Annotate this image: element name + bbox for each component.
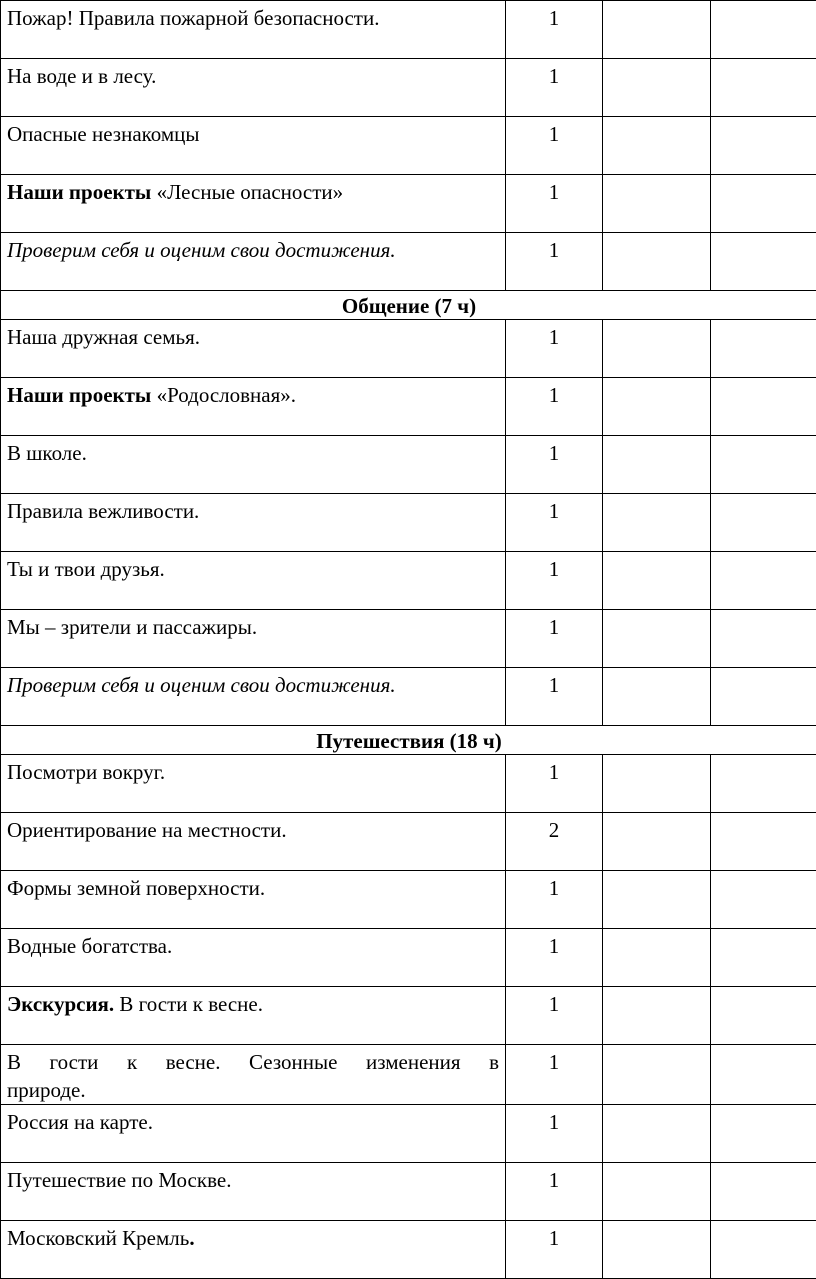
actual-date-cell [711, 436, 816, 494]
table-row [1, 320, 816, 378]
lesson-topic-cell [1, 929, 506, 987]
lesson-topic-cell [1, 233, 506, 291]
actual-date-cell [711, 1221, 816, 1279]
table-row [1, 436, 816, 494]
lesson-topic-cell [1, 987, 506, 1045]
hours-cell: 1 [506, 668, 603, 726]
actual-date-cell [711, 610, 816, 668]
hours-cell: 1 [506, 1221, 603, 1279]
lesson-topic-text: . [189, 1226, 194, 1250]
lesson-topic-text: Россия на карте. [7, 1110, 153, 1134]
actual-date-cell [711, 494, 816, 552]
actual-date-cell [711, 813, 816, 871]
hours-cell: 1 [506, 175, 603, 233]
lesson-topic-text: природе. [7, 1078, 86, 1102]
lesson-topic-cell [1, 552, 506, 610]
planned-date-cell [603, 987, 711, 1045]
planned-date-cell [603, 1045, 711, 1105]
lesson-topic-cell [1, 668, 506, 726]
planned-date-cell [603, 755, 711, 813]
table-row [1, 552, 816, 610]
planned-date-cell [603, 320, 711, 378]
lesson-topic-text: В гости к весне. [114, 992, 263, 1016]
hours-cell: 1 [506, 552, 603, 610]
actual-date-cell [711, 668, 816, 726]
lesson-topic-text: Посмотри вокруг. [7, 760, 165, 784]
hours-cell: 1 [506, 1163, 603, 1221]
lesson-topic-text: Проверим себя и оценим свои достижения. [7, 673, 396, 697]
hours-cell: 1 [506, 987, 603, 1045]
lesson-topic-text: Мы – зрители и пассажиры. [7, 615, 257, 639]
hours-cell: 1 [506, 1, 603, 59]
hours-cell: 1 [506, 233, 603, 291]
hours-cell: 1 [506, 1045, 603, 1105]
table-row [1, 233, 816, 291]
table-row [1, 59, 816, 117]
hours-cell: 1 [506, 117, 603, 175]
lesson-topic-text: «Лесные опасности» [151, 180, 343, 204]
table-row [1, 1163, 816, 1221]
planned-date-cell [603, 233, 711, 291]
actual-date-cell [711, 987, 816, 1045]
lesson-topic-text: Пожар! Правила пожарной безопасности. [7, 6, 379, 30]
table-row [1, 610, 816, 668]
actual-date-cell [711, 871, 816, 929]
table-row [1, 1221, 816, 1279]
hours-cell: 1 [506, 871, 603, 929]
lesson-topic-text: Экскурсия. [7, 992, 114, 1016]
section-heading-row [1, 726, 816, 755]
lesson-topic-cell [1, 1105, 506, 1163]
planned-date-cell [603, 59, 711, 117]
actual-date-cell [711, 1163, 816, 1221]
hours-cell: 1 [506, 378, 603, 436]
planned-date-cell [603, 929, 711, 987]
hours-cell: 1 [506, 436, 603, 494]
planned-date-cell [603, 813, 711, 871]
actual-date-cell [711, 233, 816, 291]
table-row [1, 987, 816, 1045]
planned-date-cell [603, 552, 711, 610]
lesson-topic-cell [1, 378, 506, 436]
table-row [1, 871, 816, 929]
lesson-topic-text: Формы земной поверхности. [7, 876, 265, 900]
lesson-topic-cell [1, 871, 506, 929]
lesson-topic-cell [1, 436, 506, 494]
section-heading: Путешествия (18 ч) [1, 726, 816, 755]
planned-date-cell [603, 378, 711, 436]
lesson-topic-text: Правила вежливости. [7, 499, 199, 523]
planned-date-cell [603, 610, 711, 668]
planned-date-cell [603, 436, 711, 494]
hours-cell: 1 [506, 59, 603, 117]
actual-date-cell [711, 929, 816, 987]
section-heading: Общение (7 ч) [1, 291, 816, 320]
hours-cell: 1 [506, 610, 603, 668]
actual-date-cell [711, 378, 816, 436]
lesson-topic-text: Наши проекты [7, 180, 151, 204]
lesson-topic-cell [1, 1, 506, 59]
lesson-topic-cell [1, 494, 506, 552]
lesson-topic-cell [1, 320, 506, 378]
actual-date-cell [711, 1045, 816, 1105]
planned-date-cell [603, 1, 711, 59]
planned-date-cell [603, 1221, 711, 1279]
hours-cell: 1 [506, 1105, 603, 1163]
lesson-topic-text: Проверим себя и оценим свои достижения. [7, 238, 396, 262]
actual-date-cell [711, 117, 816, 175]
hours-cell: 1 [506, 755, 603, 813]
lesson-topic-cell [1, 1163, 506, 1221]
lesson-topic-cell [1, 59, 506, 117]
planned-date-cell [603, 117, 711, 175]
lesson-topic-cell [1, 175, 506, 233]
actual-date-cell [711, 1, 816, 59]
lesson-topic-text: Водные богатства. [7, 934, 172, 958]
table-row [1, 755, 816, 813]
hours-cell: 1 [506, 929, 603, 987]
actual-date-cell [711, 59, 816, 117]
lesson-topic-text: Опасные незнакомцы [7, 122, 200, 146]
hours-cell: 2 [506, 813, 603, 871]
table-row [1, 1045, 816, 1105]
lesson-topic-text: Наши проекты [7, 383, 151, 407]
actual-date-cell [711, 755, 816, 813]
lesson-topic-text: Ты и твои друзья. [7, 557, 165, 581]
table-row [1, 929, 816, 987]
lesson-topic-text: На воде и в лесу. [7, 64, 156, 88]
lesson-topic-cell [1, 755, 506, 813]
section-heading-row [1, 291, 816, 320]
planned-date-cell [603, 871, 711, 929]
lesson-topic-cell [1, 813, 506, 871]
table-row [1, 494, 816, 552]
planned-date-cell [603, 1163, 711, 1221]
planned-date-cell [603, 668, 711, 726]
table-row [1, 1, 816, 59]
lesson-topic-text: В школе. [7, 441, 87, 465]
lesson-topic-cell [1, 1221, 506, 1279]
lesson-topic-text: «Родословная». [151, 383, 296, 407]
table-row [1, 378, 816, 436]
planned-date-cell [603, 494, 711, 552]
lesson-topic-cell [1, 117, 506, 175]
table-row [1, 813, 816, 871]
lesson-topic-text: Московский Кремль [7, 1226, 189, 1250]
lesson-topic-text: Наша дружная семья. [7, 325, 200, 349]
lesson-topic-text: Путешествие по Москве. [7, 1168, 231, 1192]
planned-date-cell [603, 175, 711, 233]
lesson-topic-cell [1, 1045, 506, 1105]
actual-date-cell [711, 175, 816, 233]
hours-cell: 1 [506, 494, 603, 552]
lesson-topic-text: Ориентирование на местности. [7, 818, 287, 842]
planned-date-cell [603, 1105, 711, 1163]
table-row [1, 117, 816, 175]
actual-date-cell [711, 552, 816, 610]
table-row [1, 1105, 816, 1163]
table-row [1, 668, 816, 726]
actual-date-cell [711, 1105, 816, 1163]
hours-cell: 1 [506, 320, 603, 378]
actual-date-cell [711, 320, 816, 378]
lesson-topic-text: В гости к весне. Сезонные изменения в [7, 1048, 499, 1076]
table-row [1, 175, 816, 233]
lesson-topic-cell [1, 610, 506, 668]
